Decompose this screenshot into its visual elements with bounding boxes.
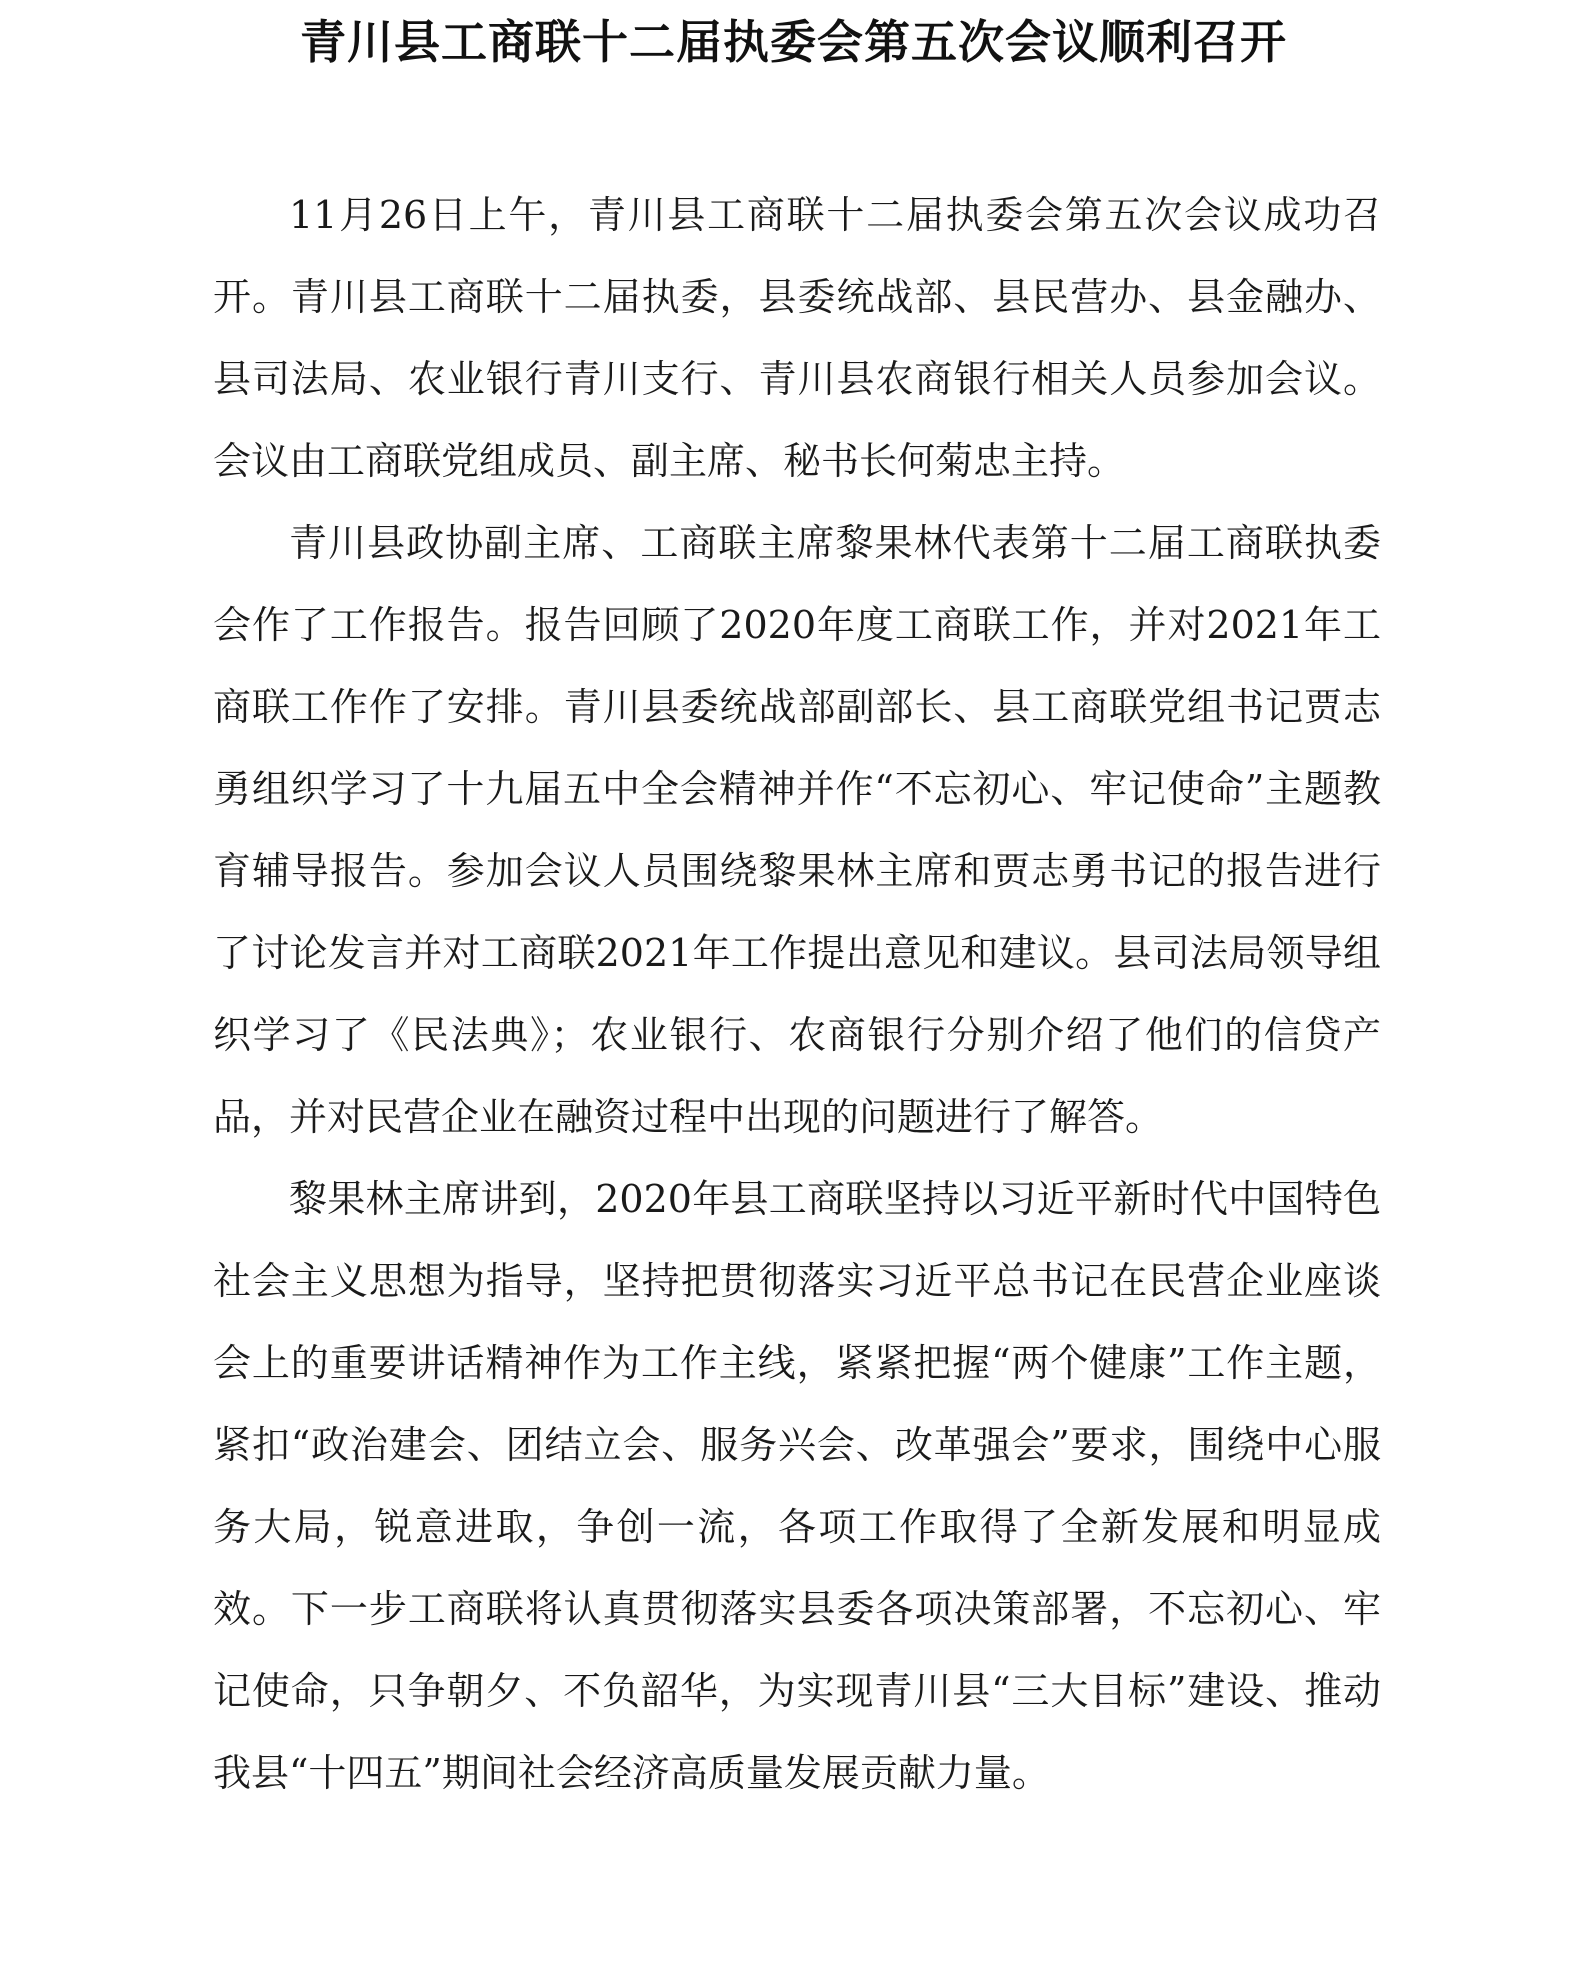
paragraph-chairman-speech: 黎果林主席讲到，2020年县工商联坚持以习近平新时代中国特色社会主义思想为指导，坚持把贯彻落实习近平总书记在民营企业座谈会上的重要讲话精神作为工作主线，紧紧把握“两个健康”工作主题，紧扣“政治建会、团结立会、服务兴会、改革强会”要求，围绕中心服务大局，锐意进取，争创一流，各项工作取得了全新发展和明显成效。下一步工商联将认真贯彻落实县委各项决策部署，不忘初心、牢记使命，只争朝夕、不负韶华，为实现青川县“三大目标”建设、推动我县“十四五”期间社会经济高质量发展贡献力量。 [213,1177,1381,1795]
document-body [213,174,1381,1814]
document-title: 青川县工商联十二届执委会第五次会议顺利召开 [300,15,1287,69]
paragraph-meeting-overview: 11月26日上午，青川县工商联十二届执委会第五次会议成功召开。青川县工商联十二届执委，县委统战部、县民营办、县金融办、县司法局、农业银行青川支行、青川县农商银行相关人员参加会议。会议由工商联党组成员、副主席、秘书长何菊忠主持。 [213,193,1381,483]
paragraph-work-report: 青川县政协副主席、工商联主席黎果林代表第十二届工商联执委会作了工作报告。报告回顾了2020年度工商联工作，并对2021年工商联工作作了安排。青川县委统战部副部长、县工商联党组书记贾志勇组织学习了十九届五中全会精神并作“不忘初心、牢记使命”主题教育辅导报告。参加会议人员围绕黎果林主席和贾志勇书记的报告进行了讨论发言并对工商联2021年工作提出意见和建议。县司法局领导组织学习了《民法典》；农业银行、农商银行分别介绍了他们的信贷产品，并对民营企业在融资过程中出现的问题进行了解答。 [213,521,1381,1139]
